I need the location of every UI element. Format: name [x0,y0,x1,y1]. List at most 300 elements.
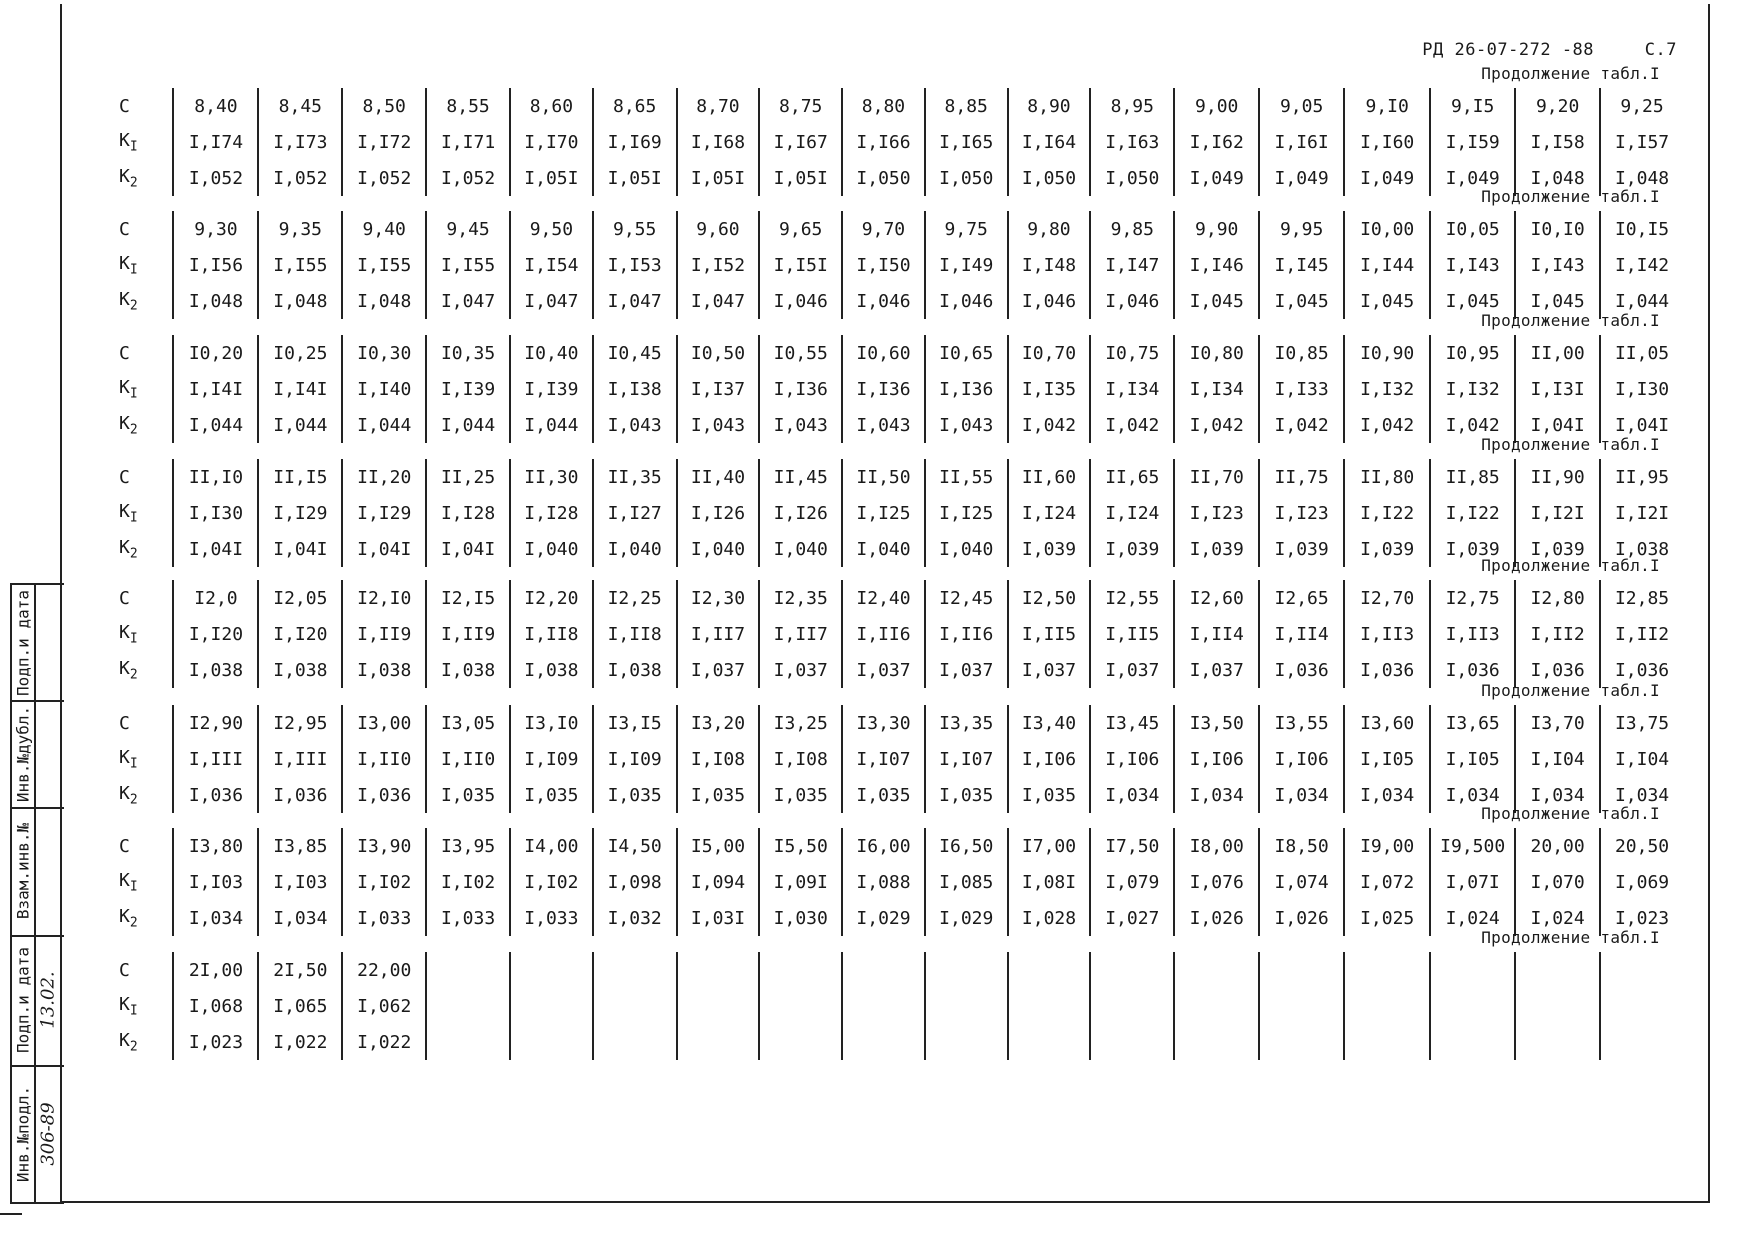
row-k2 [83,777,1683,813]
cell-k2 [1090,1024,1174,1060]
cell-c: I0,95 [1430,335,1515,371]
cell-k1: I,I24 [1090,495,1174,531]
cell-k2: I,036 [258,777,342,813]
cell-k1: I,II5 [1008,616,1091,652]
cell-k2: I,034 [173,900,258,936]
row-k1 [83,247,1683,283]
cell-c [1515,952,1600,988]
stamp-label: Взам.инв.№ [13,822,33,920]
cell-k1: I,I08 [677,741,760,777]
cell-k1: I,072 [1344,864,1430,900]
cell-k1: I,I71 [426,124,510,160]
cell-c: II,50 [842,459,925,495]
cell-c: 8,55 [426,88,510,124]
cell-k2: I,035 [426,777,510,813]
cell-k1: I,I73 [258,124,342,160]
cell-k1 [426,988,510,1024]
continued-caption: Продолжение табл.I [1481,435,1660,454]
page-number: С.7 [1644,40,1677,60]
cell-k1: I,I42 [1600,247,1683,283]
cell-k1: I,II7 [677,616,760,652]
cell-k1: I,II8 [510,616,593,652]
cell-k1 [1515,988,1600,1024]
cell-k2: I,036 [173,777,258,813]
cell-k2: I,036 [342,777,426,813]
cell-c: I0,60 [842,335,925,371]
cell-k1: I,I35 [1008,371,1091,407]
cell-k2: I,045 [1430,283,1515,319]
cell-c [593,952,677,988]
cell-k1: I,II2 [1515,616,1600,652]
cell-k2: I,038 [593,652,677,688]
cell-c: I0,45 [593,335,677,371]
cell-k2: I,045 [1344,283,1430,319]
row-label-c: С [119,835,130,857]
cell-k1: I,I63 [1090,124,1174,160]
cell-c: II,40 [677,459,760,495]
cell-k1: I,I36 [842,371,925,407]
cell-c: 9,45 [426,211,510,247]
cell-c: II,70 [1174,459,1259,495]
cell-c: I6,00 [842,828,925,864]
cell-c: 9,95 [1259,211,1344,247]
cell-c: I3,70 [1515,705,1600,741]
cell-k2 [1008,1024,1091,1060]
coefficient-table-block [83,580,1683,688]
cell-k1: I,II9 [342,616,426,652]
coefficient-table-block [83,88,1683,196]
cell-k2: I,023 [173,1024,258,1060]
cell-k2: I,029 [842,900,925,936]
cell-c: I2,25 [593,580,677,616]
row-k1 [83,864,1683,900]
cell-k1: I,I43 [1430,247,1515,283]
row-label-c: С [119,959,130,981]
cell-k1: I,I20 [258,616,342,652]
row-k1 [83,616,1683,652]
cell-c: 9,85 [1090,211,1174,247]
cell-k1: I,II4 [1174,616,1259,652]
cell-k2: I,035 [1008,777,1091,813]
cell-k2: I,042 [1090,407,1174,443]
cell-k1 [593,988,677,1024]
cell-k2: I,049 [1430,160,1515,196]
row-label-k2: $К_2$ [119,536,138,562]
cell-k1: I,085 [925,864,1008,900]
cell-k1: I,I5I [759,247,842,283]
cell-c: 9,75 [925,211,1008,247]
cell-k2: I,035 [510,777,593,813]
cell-c: I4,50 [593,828,677,864]
row-c [83,705,1683,741]
cell-k2: I,026 [1259,900,1344,936]
cell-k1: I,I57 [1600,124,1683,160]
row-label-k1: $К_I$ [119,869,138,895]
cell-c: 9,80 [1008,211,1091,247]
cell-k2: I,037 [1174,652,1259,688]
continued-caption: Продолжение табл.I [1481,804,1660,823]
cell-k1: I,I22 [1344,495,1430,531]
cell-c: I2,35 [759,580,842,616]
cell-k1: I,I55 [426,247,510,283]
cell-k2: I,047 [677,283,760,319]
cell-c: I0,75 [1090,335,1174,371]
cell-k1: I,I67 [759,124,842,160]
cell-c: II,55 [925,459,1008,495]
cell-c: 8,70 [677,88,760,124]
cell-k1: I,I50 [842,247,925,283]
cell-c: 8,60 [510,88,593,124]
cell-c: 20,00 [1515,828,1600,864]
cell-c: I3,05 [426,705,510,741]
cell-k1: I,II5 [1090,616,1174,652]
cell-k1: I,I03 [258,864,342,900]
cell-k1: I,II9 [426,616,510,652]
cell-c: I4,00 [510,828,593,864]
cell-k2: I,035 [925,777,1008,813]
cell-k2: I,043 [842,407,925,443]
cell-c: I3,85 [258,828,342,864]
cell-k1: I,I30 [1600,371,1683,407]
cell-k2: I,049 [1259,160,1344,196]
stamp-label: Подп.и дата [13,947,33,1053]
coefficient-table-block [83,952,1683,1060]
cell-k2: I,037 [1090,652,1174,688]
cell-k1 [1090,988,1174,1024]
row-label-c: С [119,95,130,117]
cell-k1: I,I34 [1174,371,1259,407]
cell-k2: I,037 [1008,652,1091,688]
cell-k2: I,04I [342,531,426,567]
row-k1 [83,495,1683,531]
cell-c: 9,05 [1259,88,1344,124]
title-block-stamp [10,583,64,1204]
cell-k2: I,034 [1090,777,1174,813]
cell-k2 [759,1024,842,1060]
cell-k2: I,037 [842,652,925,688]
cell-k1: I,070 [1515,864,1600,900]
cell-k2: I,034 [1430,777,1515,813]
cell-k1: I,I25 [925,495,1008,531]
cell-c: 9,55 [593,211,677,247]
cell-k2: I,040 [759,531,842,567]
row-label-k1: $К_I$ [119,376,138,402]
cell-c: I9,00 [1344,828,1430,864]
cell-k2: I,043 [759,407,842,443]
cell-k2: I,05I [759,160,842,196]
cell-k1: I,I4I [173,371,258,407]
cell-k1: I,I6I [1259,124,1344,160]
cell-k2: I,044 [426,407,510,443]
cell-k1: I,I37 [677,371,760,407]
cell-k1: I,I32 [1430,371,1515,407]
row-label-k1: $К_I$ [119,500,138,526]
cell-k1: I,I47 [1090,247,1174,283]
row-k2 [83,900,1683,936]
cell-k2: I,042 [1259,407,1344,443]
cell-k2: I,042 [1008,407,1091,443]
row-label-c: С [119,342,130,364]
row-k2 [83,652,1683,688]
cell-k1: I,I28 [510,495,593,531]
cell-c: 9,20 [1515,88,1600,124]
cell-k2: I,033 [426,900,510,936]
cell-k2: I,047 [593,283,677,319]
cell-c: II,65 [1090,459,1174,495]
stamp-label: Инв.№подл. [13,1085,33,1182]
cell-k2: I,04I [258,531,342,567]
cell-k2: I,037 [759,652,842,688]
cell-c: I6,50 [925,828,1008,864]
cell-k2: I,044 [173,407,258,443]
cell-k2: I,048 [1515,160,1600,196]
row-label-k2: $К_2$ [119,782,138,808]
cell-k1: I,I44 [1344,247,1430,283]
cell-k2: I,048 [342,283,426,319]
stamp-handwritten-value: 306-89 [37,1101,59,1166]
cell-c: II,75 [1259,459,1344,495]
cell-k1: I,I59 [1430,124,1515,160]
coefficient-table-block [83,459,1683,567]
cell-k2: I,044 [510,407,593,443]
cell-k1: I,II2 [1600,616,1683,652]
cell-k2: I,026 [1174,900,1259,936]
coefficient-table-block [83,335,1683,443]
cell-k2: I,036 [1600,652,1683,688]
cell-k1: I,I06 [1174,741,1259,777]
cell-k1: I,I74 [173,124,258,160]
cell-k1: I,07I [1430,864,1515,900]
cell-k2: I,024 [1430,900,1515,936]
continued-caption: Продолжение табл.I [1481,311,1660,330]
cell-k1: I,I46 [1174,247,1259,283]
cell-k1: I,I36 [925,371,1008,407]
cell-c: I3,30 [842,705,925,741]
cell-k2: I,050 [1008,160,1091,196]
cell-c: I0,25 [258,335,342,371]
cell-k2: I,036 [1515,652,1600,688]
cell-c: II,95 [1600,459,1683,495]
cell-c: 9,25 [1600,88,1683,124]
cell-c [759,952,842,988]
cell-k2: I,034 [1515,777,1600,813]
cell-k1: I,074 [1259,864,1344,900]
cell-c: I3,50 [1174,705,1259,741]
cell-c: I3,25 [759,705,842,741]
cell-k2: I,033 [342,900,426,936]
cell-c: II,I5 [258,459,342,495]
cell-k2: I,047 [510,283,593,319]
cell-k1: I,I04 [1600,741,1683,777]
row-k2 [83,1024,1683,1060]
cell-k2: I,049 [1174,160,1259,196]
row-label-c: С [119,712,130,734]
cell-c: I3,35 [925,705,1008,741]
cell-k2: I,043 [925,407,1008,443]
cell-c: 9,30 [173,211,258,247]
continued-caption: Продолжение табл.I [1481,556,1660,575]
cell-k1: I,069 [1600,864,1683,900]
cell-c: 8,75 [759,88,842,124]
cell-k2: I,040 [925,531,1008,567]
cell-k1: I,I26 [677,495,760,531]
cell-k1: I,I40 [342,371,426,407]
cell-k1: I,I03 [173,864,258,900]
cell-c: 9,00 [1174,88,1259,124]
cell-c: I9,500 [1430,828,1515,864]
row-label-k2: $К_2$ [119,905,138,931]
cell-k2: I,038 [342,652,426,688]
cell-c [510,952,593,988]
cell-c [1344,952,1430,988]
cell-c: II,20 [342,459,426,495]
cell-k2: I,022 [342,1024,426,1060]
stamp-cell [12,1065,64,1204]
cell-k1: I,I05 [1344,741,1430,777]
cell-k1: I,III [258,741,342,777]
cell-k2: I,024 [1515,900,1600,936]
row-c [83,211,1683,247]
cell-k1: I,I3I [1515,371,1600,407]
cell-k1: I,I33 [1259,371,1344,407]
cell-c [1090,952,1174,988]
cell-c: 9,35 [258,211,342,247]
cell-k1: I,I49 [925,247,1008,283]
cell-k2: I,048 [173,283,258,319]
cell-k2 [1259,1024,1344,1060]
cell-k2: I,035 [842,777,925,813]
cell-k2: I,038 [173,652,258,688]
cell-c: I3,40 [1008,705,1091,741]
cell-k2: I,035 [677,777,760,813]
cell-c: I8,00 [1174,828,1259,864]
cell-k2: I,033 [510,900,593,936]
cell-c: 8,90 [1008,88,1091,124]
cell-k1 [925,988,1008,1024]
cell-c: 8,45 [258,88,342,124]
cell-k2: I,046 [1090,283,1174,319]
cell-k2: I,035 [759,777,842,813]
cell-c: II,35 [593,459,677,495]
cell-k2: I,03I [677,900,760,936]
cell-k1: I,II0 [342,741,426,777]
cell-k1: I,III [173,741,258,777]
cell-c: I3,95 [426,828,510,864]
row-label-c: С [119,587,130,609]
cell-k2: I,027 [1090,900,1174,936]
row-k1 [83,371,1683,407]
continued-caption: Продолжение табл.I [1481,928,1660,947]
cell-c: 9,90 [1174,211,1259,247]
row-label-k1: $К_I$ [119,993,138,1019]
cell-c: II,30 [510,459,593,495]
cell-k2: I,038 [1600,531,1683,567]
cell-k1: I,065 [258,988,342,1024]
cell-k2: I,039 [1515,531,1600,567]
cell-c: I7,50 [1090,828,1174,864]
cell-c: I3,60 [1344,705,1430,741]
cell-c: I0,40 [510,335,593,371]
cell-k2: I,034 [1344,777,1430,813]
cell-k2: I,050 [842,160,925,196]
cell-k1: I,II6 [842,616,925,652]
cell-c [925,952,1008,988]
cell-k1: I,I06 [1259,741,1344,777]
cell-k1: I,I25 [842,495,925,531]
cell-k2: I,034 [1259,777,1344,813]
cell-k2: I,046 [1008,283,1091,319]
cell-k1: I,I07 [925,741,1008,777]
cell-c: I2,20 [510,580,593,616]
cell-k1: I,I55 [342,247,426,283]
cell-k1: I,I38 [593,371,677,407]
cell-k1: I,I22 [1430,495,1515,531]
cell-k1: I,I72 [342,124,426,160]
cell-k2: I,040 [593,531,677,567]
stamp-cell [12,585,64,702]
continued-caption: Продолжение табл.I [1481,64,1660,83]
cell-k2: I,042 [1174,407,1259,443]
coefficient-table-block [83,828,1683,936]
page-header [1422,40,1677,60]
row-k2 [83,407,1683,443]
cell-k1: I,088 [842,864,925,900]
cell-k2: I,039 [1174,531,1259,567]
cell-k2: I,043 [593,407,677,443]
cell-k1: I,I05 [1430,741,1515,777]
cell-k1: I,I68 [677,124,760,160]
cell-k2: I,05I [677,160,760,196]
cell-k1: I,076 [1174,864,1259,900]
cell-k1: I,I30 [173,495,258,531]
cell-k2: I,044 [258,407,342,443]
continued-caption: Продолжение табл.I [1481,681,1660,700]
cell-k1: I,I2I [1515,495,1600,531]
cell-c: II,I0 [173,459,258,495]
cell-k2: I,034 [1174,777,1259,813]
cell-k1: I,I34 [1090,371,1174,407]
cell-k1: I,I04 [1515,741,1600,777]
cell-k2: I,046 [925,283,1008,319]
cell-c: I0,65 [925,335,1008,371]
cell-k2: I,052 [173,160,258,196]
cell-k2: I,043 [677,407,760,443]
cell-k2: I,023 [1600,900,1683,936]
cell-k1: I,I48 [1008,247,1091,283]
cell-c: 2I,00 [173,952,258,988]
row-label-c: С [119,466,130,488]
cell-k2: I,032 [593,900,677,936]
cell-k1: I,I29 [342,495,426,531]
cell-k2: I,048 [1600,160,1683,196]
cell-k2: I,042 [1430,407,1515,443]
cell-k2: I,052 [342,160,426,196]
cell-c: 22,00 [342,952,426,988]
cell-k1: I,09I [759,864,842,900]
cell-c: II,25 [426,459,510,495]
cell-k1: I,I09 [593,741,677,777]
cell-k2: I,040 [510,531,593,567]
cell-k1: I,II3 [1430,616,1515,652]
cell-c: I0,30 [342,335,426,371]
cell-k1: I,I39 [510,371,593,407]
cell-k2: I,046 [759,283,842,319]
cell-k1: I,I24 [1008,495,1091,531]
cell-c: I3,00 [342,705,426,741]
cell-k2: I,038 [510,652,593,688]
cell-c: I0,85 [1259,335,1344,371]
cell-k2: I,050 [925,160,1008,196]
